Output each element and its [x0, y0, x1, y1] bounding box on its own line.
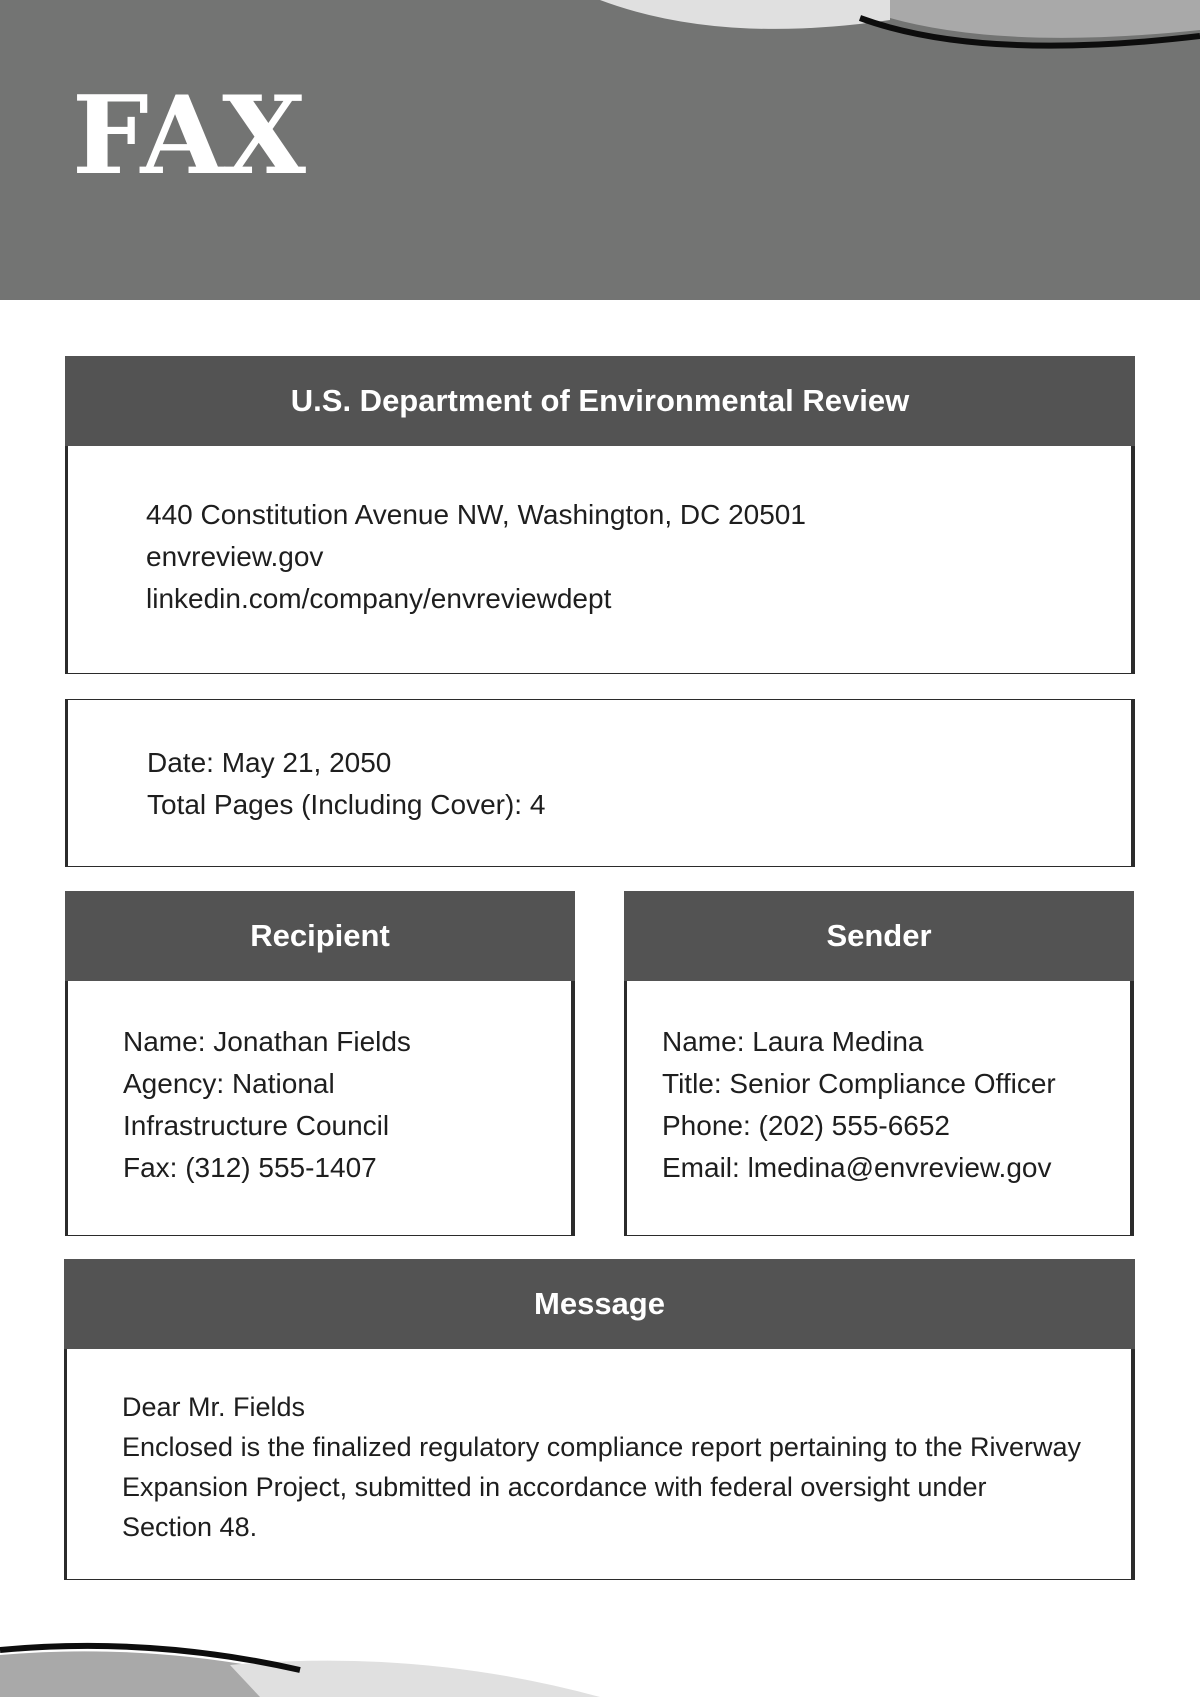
recipient-box	[65, 891, 575, 1236]
recipient-heading: Recipient	[65, 891, 575, 981]
sender-heading: Sender	[624, 891, 1134, 981]
recipient-agency-line2: Infrastructure Council	[123, 1109, 390, 1141]
sender-box	[624, 891, 1134, 1236]
recipient-fax: Fax: (312) 555-1407	[123, 1151, 377, 1183]
message-heading: Message	[64, 1259, 1135, 1349]
recipient-name: Name: Jonathan Fields	[123, 1025, 411, 1057]
recipient-agency-line1: Agency: National	[123, 1067, 335, 1099]
header-band	[0, 0, 1200, 300]
message-body: Enclosed is the finalized regulatory compliance report pertaining to the Riverway Expansion Project, submitted in accordance with federal oversight under Section 48.	[122, 1431, 1082, 1542]
organization-linkedin: linkedin.com/company/envreviewdept	[146, 582, 612, 614]
sender-email: Email: lmedina@envreview.gov	[662, 1151, 1052, 1183]
fax-total-pages: Total Pages (Including Cover): 4	[147, 789, 546, 820]
sender-title: Title: Senior Compliance Officer	[662, 1067, 1056, 1099]
organization-name: U.S. Department of Environmental Review	[65, 356, 1135, 446]
fax-title: FAX	[72, 73, 304, 199]
organization-box	[65, 356, 1135, 674]
message-box	[64, 1259, 1135, 1580]
footer-wave-decoration	[0, 1630, 1200, 1697]
message-salutation: Dear Mr. Fields	[122, 1391, 306, 1422]
fax-date: Date: May 21, 2050	[147, 747, 392, 778]
sender-name: Name: Laura Medina	[662, 1025, 924, 1057]
organization-website: envreview.gov	[146, 540, 324, 572]
organization-address: 440 Constitution Avenue NW, Washington, DC 20501	[146, 498, 806, 530]
sender-phone: Phone: (202) 555-6652	[662, 1109, 950, 1141]
fax-details-box	[65, 699, 1135, 867]
